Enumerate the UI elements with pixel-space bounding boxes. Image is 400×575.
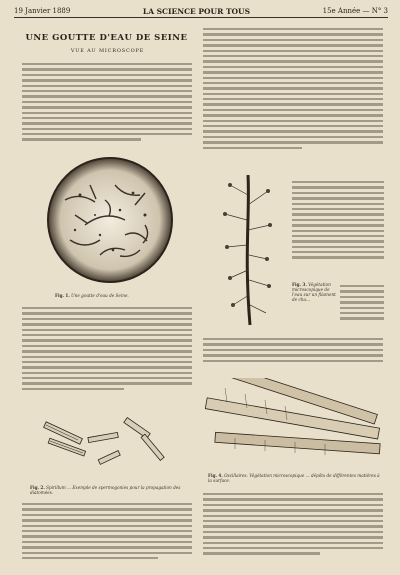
figure-4-caption <box>208 473 383 483</box>
article-title: UNE GOUTTE D'EAU DE SEINE <box>25 33 188 43</box>
page-header <box>14 5 388 17</box>
figure-3-caption-text: Végétation microscopique de l'eau sur un filament de cha... <box>292 282 336 302</box>
text-block-left-top <box>22 60 192 152</box>
header-rule <box>14 17 388 18</box>
figure-4-caption-text: Oscillaires. Végétation microscopique ... dépôts de différentes matières à la surface. <box>208 473 380 483</box>
figure-4-oscillaires <box>205 378 385 480</box>
text-block-left-bottom <box>22 500 192 566</box>
header-date: 19 Janvier 1889 <box>14 7 71 15</box>
figure-1-caption-text: Une goutte d'eau de Seine. <box>71 293 129 298</box>
figure-2-caption-text: Spirillum ... Exemple de spermogonies pour la propagation des diatomées. <box>30 485 181 495</box>
figure-2-diatoms <box>28 405 178 489</box>
figure-4-number: Fig. 4. <box>208 473 223 478</box>
figure-1-micrograph <box>45 155 175 289</box>
text-block-right-middle <box>203 335 383 375</box>
figure-2-number: Fig. 2. <box>30 485 45 490</box>
text-block-right-bottom <box>203 490 383 566</box>
figure-1-number: Fig. 1. <box>55 293 70 298</box>
figure-3-caption <box>292 282 337 302</box>
header-volume: 15e Année — N° 3 <box>322 7 388 15</box>
text-block-right-side <box>292 178 384 278</box>
header-journal: LA SCIENCE POUR TOUS <box>142 6 251 16</box>
figure-1-caption <box>55 293 195 298</box>
figure-2-caption <box>30 485 195 495</box>
text-block-left-middle <box>22 304 192 399</box>
figure-3-filament <box>210 175 290 334</box>
text-block-right-side-lower <box>340 282 384 330</box>
article-subtitle: VUE AU MICROSCOPE <box>70 48 145 54</box>
text-block-right-top <box>203 25 383 175</box>
figure-3-number: Fig. 3. <box>292 282 307 287</box>
